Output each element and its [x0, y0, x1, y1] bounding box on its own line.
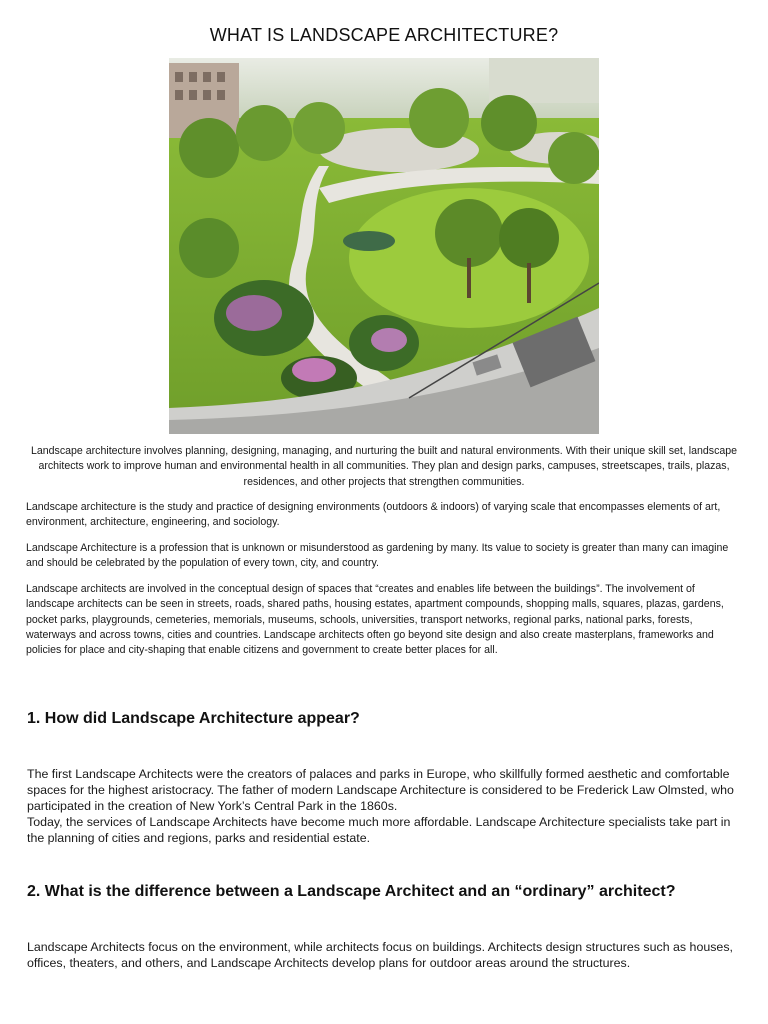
- page-title: WHAT IS LANDSCAPE ARCHITECTURE?: [209, 25, 559, 45]
- section-heading: 2. What is the difference between a Landscape Architect and an “ordinary” architect?: [27, 883, 676, 900]
- section-paragraph: Today, the services of Landscape Architects have become much more affordable. Landscape Architecture specialists take part in the planning of cities and regions, parks and residential estate.: [27, 815, 731, 846]
- intro-paragraph: Landscape architecture is the study and practice of designing environments (outdoors & indoors) of varying scale that encompasses elements of art, environment, architecture, engineering, and sociology.: [26, 501, 721, 529]
- hero-image: [169, 58, 599, 434]
- intro-paragraph: Landscape Architecture is a profession that is unknown or misunderstood as gardening by many. Its value to society is greater than many can imagine and should be celebrated by the population of every town, city, and country.: [26, 542, 729, 570]
- intro-paragraph: Landscape architects are involved in the conceptual design of spaces that “creates and enables life between the buildings”. The involvement of landscape architects can be seen in streets, roads, shared paths, housing estates, apartment compounds, shopping malls, squares, plazas, gardens, pocket parks, playgrounds, cemeteries, memorials, museums, schools, universities, transport networks, regional parks, national parks, forests, waterways and across towns, cities and countries. Landscape architects often go beyond site design and also create masterplans, frameworks and policies for place and city-shaping that enable citizens and government to create better places for all.: [26, 583, 724, 657]
- section-paragraph: Landscape Architects focus on the environment, while architects focus on buildings. Architects design structures such as houses, offices, theaters, and others, and Landscape Architects develop plans for outdoor areas around the structures.: [27, 940, 733, 971]
- section-paragraph: The first Landscape Architects were the creators of palaces and parks in Europe, who skillfully formed aesthetic and comfortable spaces for the highest aristocracy. The father of modern Landscape Architecture is considered to be Frederick Law Olmsted, who participated in the creation of New York’s Central Park in the 1860s.: [27, 767, 734, 814]
- section-heading: 1. How did Landscape Architecture appear?: [27, 710, 360, 727]
- landscape-park-illustration: [169, 58, 599, 434]
- intro-paragraph: Landscape architecture involves planning, designing, managing, and nurturing the built and natural environments. With their unique skill set, landscape architects work to improve human and environmental health in all communities. They plan and design parks, campuses, streetscapes, trails, plazas, residences, and other projects that strengthen communities.: [30, 445, 738, 488]
